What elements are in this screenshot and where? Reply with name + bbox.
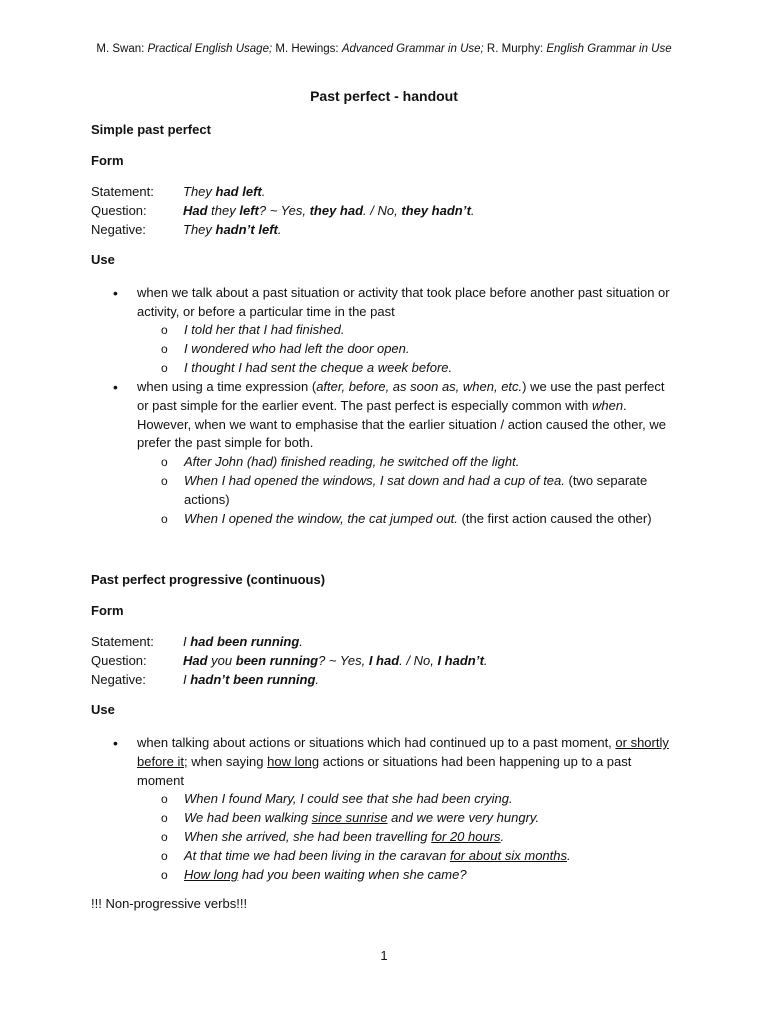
use-heading-simple: Use bbox=[91, 252, 115, 267]
example-item: When I found Mary, I could see that she had been crying. bbox=[184, 791, 513, 806]
use-heading-progressive: Use bbox=[91, 702, 115, 717]
circle-bullet-icon: o bbox=[161, 323, 168, 337]
circle-bullet-icon: o bbox=[161, 474, 168, 488]
section-heading-progressive: Past perfect progressive (continuous) bbox=[91, 572, 326, 587]
bullet-icon: • bbox=[113, 285, 118, 301]
example-item: I told her that I had finished. bbox=[184, 322, 345, 337]
form-heading-progressive: Form bbox=[91, 603, 124, 618]
use-bullet-text: when we talk about a past situation or activity that took place before another past situation or activity, or before a particular time in the past bbox=[137, 285, 670, 319]
statement-row-simple: Statement: They had left. bbox=[91, 184, 266, 199]
circle-bullet-icon: o bbox=[161, 811, 168, 825]
example-item: When I opened the window, the cat jumped out. (the first action caused the other) bbox=[184, 511, 652, 526]
bullet-icon: • bbox=[113, 735, 118, 751]
sources-line: M. Swan: Practical English Usage; M. Hewings: Advanced Grammar in Use; R. Murphy: English Grammar in Use bbox=[96, 43, 672, 55]
example-item: At that time we had been living in the caravan for about six months. bbox=[184, 848, 571, 863]
example-item: After John (had) finished reading, he switched off the light. bbox=[184, 454, 520, 469]
circle-bullet-icon: o bbox=[161, 849, 168, 863]
example-item: I thought I had sent the cheque a week before. bbox=[184, 360, 453, 375]
circle-bullet-icon: o bbox=[161, 361, 168, 375]
example-item: How long had you been waiting when she came? bbox=[184, 867, 467, 882]
example-item: We had been walking since sunrise and we were very hungry. bbox=[184, 810, 540, 825]
note-text: !!! Non-progressive verbs!!! bbox=[91, 896, 248, 911]
circle-bullet-icon: o bbox=[161, 342, 168, 356]
question-row-simple: Question: Had they left? ~ Yes, they had. / No, they hadn’t. bbox=[91, 203, 475, 218]
example-item: I wondered who had left the door open. bbox=[184, 341, 410, 356]
negative-row-progressive: Negative: I hadn’t been running. bbox=[91, 672, 320, 687]
circle-bullet-icon: o bbox=[161, 455, 168, 469]
negative-row-simple: Negative: They hadn’t left. bbox=[91, 222, 282, 237]
question-row-progressive: Question: Had you been running? ~ Yes, I had. / No, I hadn’t. bbox=[91, 653, 488, 668]
bullet-icon: • bbox=[113, 379, 118, 395]
circle-bullet-icon: o bbox=[161, 830, 168, 844]
example-item: When she arrived, she had been travelling for 20 hours. bbox=[184, 829, 505, 844]
form-heading-simple: Form bbox=[91, 153, 124, 168]
circle-bullet-icon: o bbox=[161, 792, 168, 806]
statement-row-progressive: Statement: I had been running. bbox=[91, 634, 303, 649]
page-title: Past perfect - handout bbox=[310, 88, 458, 104]
page-number: 1 bbox=[380, 948, 388, 963]
section-heading-simple: Simple past perfect bbox=[91, 122, 211, 137]
use-bullet-text: when talking about actions or situations which had continued up to a past moment, or shortly before it; when saying how long actions or situations had been happening up to a past moment bbox=[137, 735, 669, 788]
use-bullet-text: when using a time expression (after, before, as soon as, when, etc.) we use the past perfect or past simple for the earlier event. The past perfect is especially common with when. However, when we want to emphasise that the earlier situation / action caused the other, we prefer the past simple for both. bbox=[137, 379, 666, 451]
circle-bullet-icon: o bbox=[161, 512, 168, 526]
example-item: When I had opened the windows, I sat down and had a cup of tea. (two separate actions) bbox=[184, 473, 648, 507]
circle-bullet-icon: o bbox=[161, 868, 168, 882]
